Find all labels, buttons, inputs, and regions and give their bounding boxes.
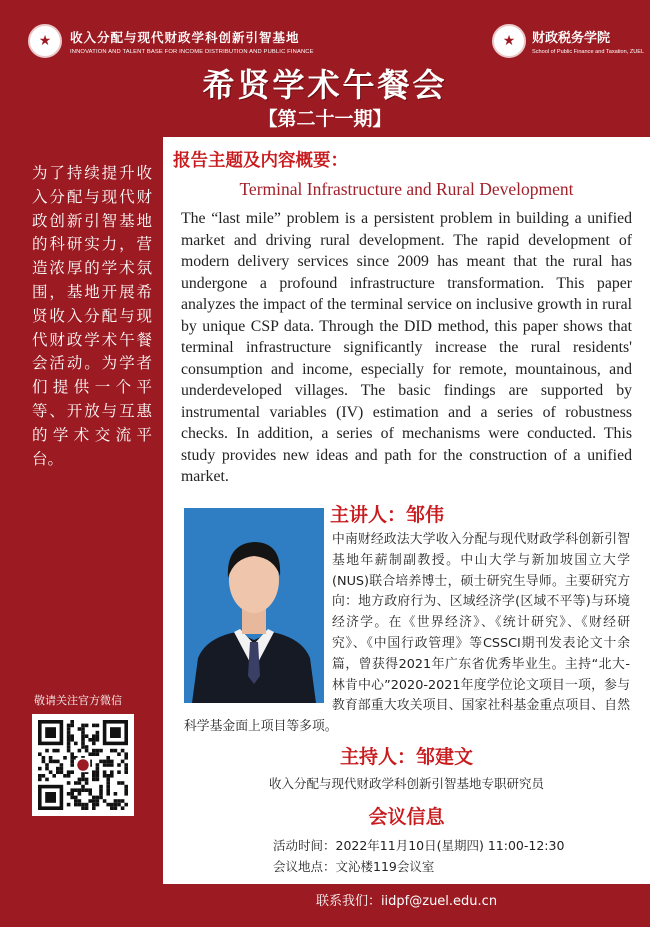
meeting-location: 会议地点：文沁楼119会议室 xyxy=(273,859,435,874)
base-name-cn: 收入分配与现代财政学科创新引智基地 xyxy=(70,29,300,45)
host-heading: 主持人：邹建文 xyxy=(339,746,473,768)
meeting-heading: 会议信息 xyxy=(368,806,445,828)
speaker-bio-box xyxy=(184,530,630,738)
school-seal-icon: ★ xyxy=(492,24,526,58)
issue-number: 【第二十一期】 xyxy=(258,108,392,130)
school-name-cn: 财政税务学院 xyxy=(532,31,611,46)
qr-code-icon xyxy=(32,714,134,816)
host-description: 收入分配与现代财政学科创新引智基地专职研究员 xyxy=(268,776,544,791)
speaker-heading: 主讲人：邹伟 xyxy=(330,504,445,526)
wechat-label: 敬请关注官方微信 xyxy=(34,694,122,707)
page-title: 希贤学术午餐会 xyxy=(202,66,448,104)
base-name-en: INNOVATION AND TALENT BASE FOR INCOME DISTRIBUTION AND PUBLIC FINANCE xyxy=(70,48,314,55)
school-name-en: School of Public Finance and Taxation, ZUEL xyxy=(532,49,645,55)
abstract: The “last mile” problem is a persistent problem in building a unified market and driving rural development. The rapid development of modern delivery services since 2009 has meant that the rural has undergone a profound infrastructure transformation. This paper analyzes the impact of the terminal service on inclusive growth in rural by unique CSP data. Through the DID method, this paper shows that terminal infrastructure significantly increase the rural residents' consumption and income, especially for remote, mountainous, and underdeveloped villages. The basic findings are supported by instrumental variables (IV) estimation and a series of robustness checks. In addition, a series of mechanisms were conducted. This study provides new ideas and path for the construction of a unified market. xyxy=(181,210,632,485)
contact-email[interactable]: 联系我们：iidpf@zuel.edu.cn xyxy=(315,894,498,909)
school-logo xyxy=(492,24,644,58)
meeting-time: 活动时间：2022年11月10日(星期四) 11:00-12:30 xyxy=(273,838,565,853)
sidebar-intro: 为了持续提升收入分配与现代财政创新引智基地的科研实力，营造浓厚的学术氛围，基地开展希贤收入分配与现代财政学术午餐会活动。为学者们提供一个平等、开放与互惠的学术交流平台。 xyxy=(32,164,152,468)
report-heading: 报告主题及内容概要： xyxy=(173,151,348,171)
base-logo xyxy=(28,24,314,58)
base-seal-icon: ★ xyxy=(28,24,62,58)
paper-title: Terminal Infrastructure and Rural Development xyxy=(239,179,574,199)
wechat-qr-code[interactable] xyxy=(32,714,134,816)
speaker-bio: 中南财经政法大学收入分配与现代财政学科创新引智基地年薪制副教授。中山大学与新加坡国立大学(NUS)联合培养博士，硕士研究生导师。主要研究方向：地方政府行为、区域经济学(区域不平等)与环境经济学。在《世界经济》、《统计研究》、《财经研究》、《中国行政管理》等CSSCI期刊发表论文十余篇，曾获得2021年广东省优秀毕业生。主持“北大-林肯中心”2020-2021年度学位论文项目一项，参与教育部重大攻关项目、国家社科基金重点项目、自然科学基金面上项目等多项。 xyxy=(184,532,630,735)
